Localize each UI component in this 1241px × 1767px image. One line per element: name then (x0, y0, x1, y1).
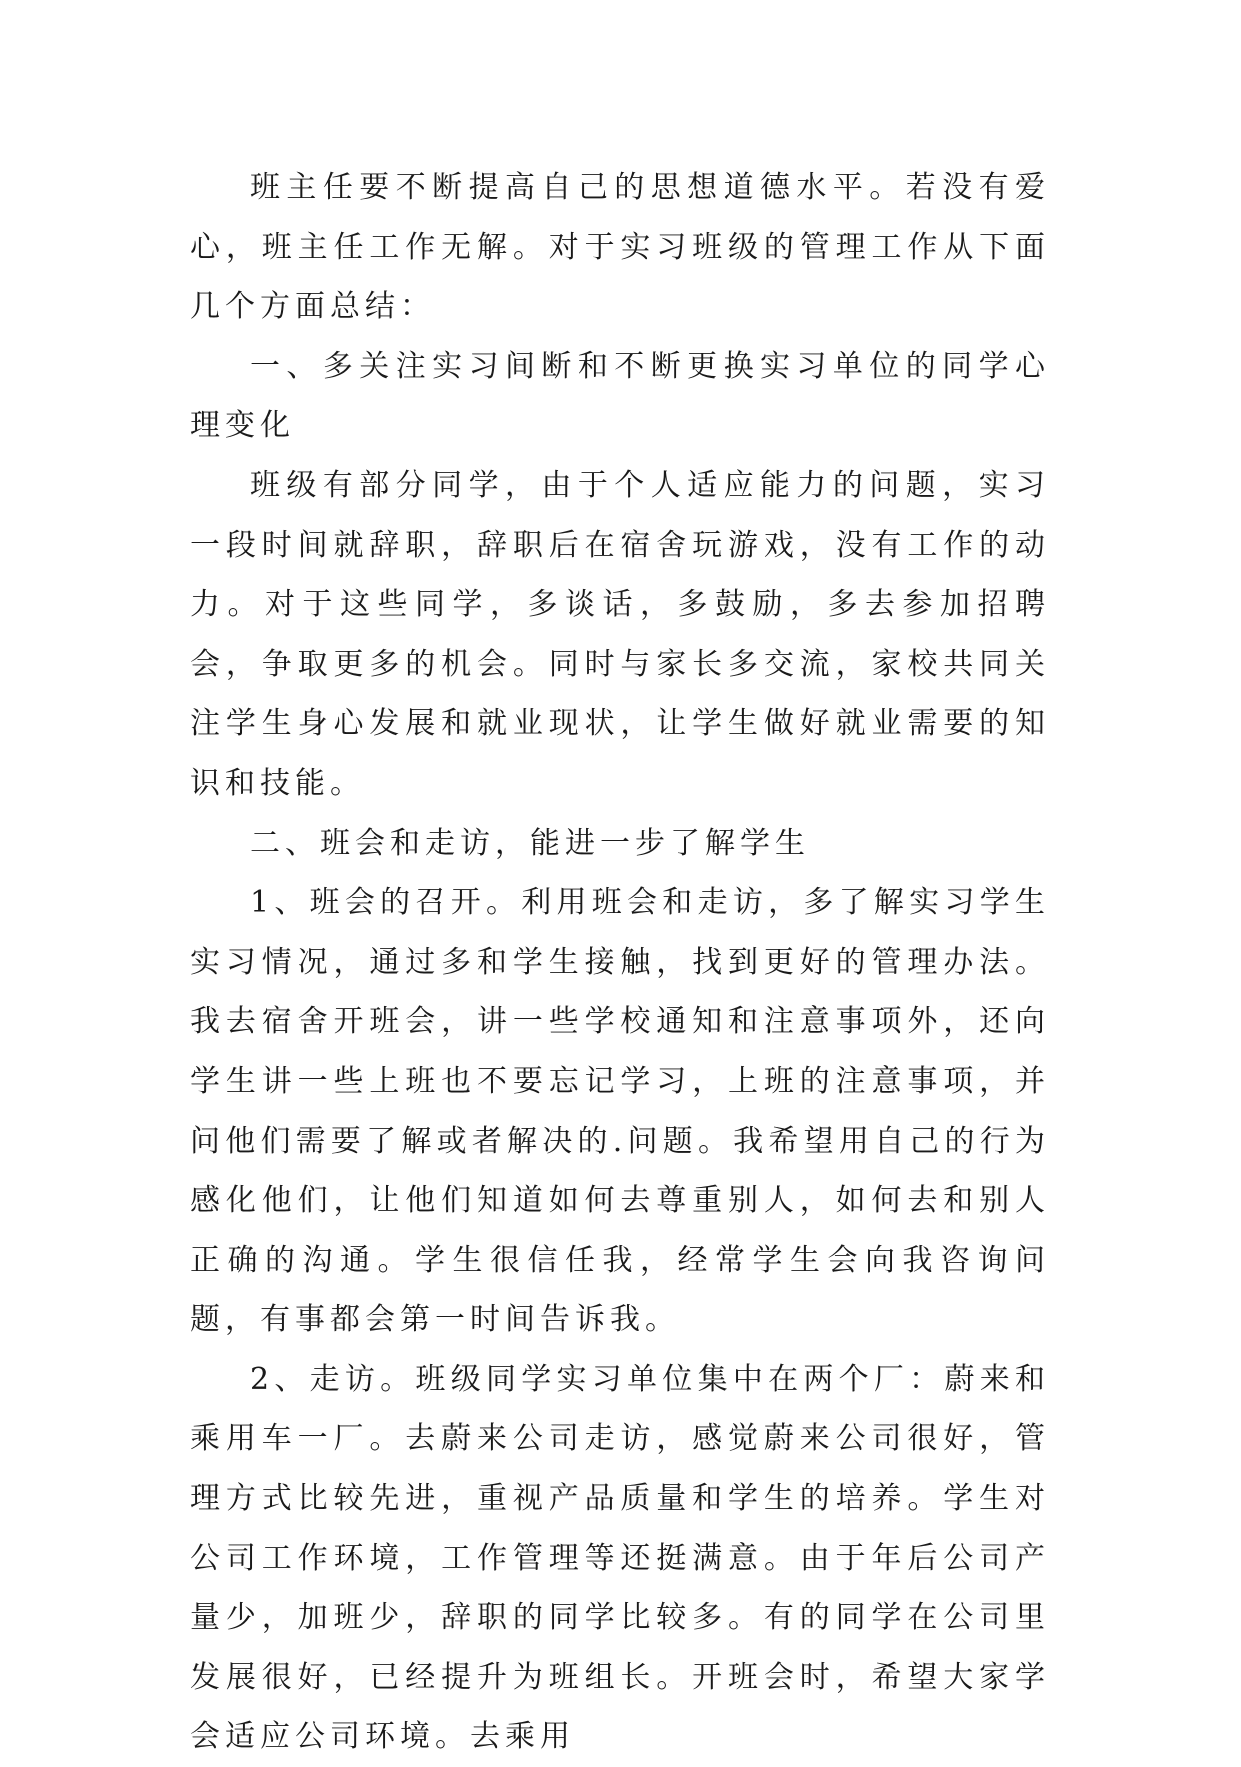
paragraph-class-meeting: 1、班会的召开。利用班会和走访，多了解实习学生实习情况，通过多和学生接触，找到更好的管理办法。我去宿舍开班会，讲一些学校通知和注意事项外，还向学生讲一些上班也不要忘记学习，上班的注意事项，并问他们需要了解或者解决的.问题。我希望用自己的行为感化他们，让他们知道如何去尊重别人，如何去和别人正确的沟通。学生很信任我，经常学生会向我咨询问题，有事都会第一时间告诉我。 (190, 885, 1050, 1338)
paragraph-visits: 2、走访。班级同学实习单位集中在两个厂：蔚来和乘用车一厂。去蔚来公司走访，感觉蔚来公司很好，管理方式比较先进，重视产品质量和学生的培养。学生对公司工作环境，工作管理等还挺满意。由于年后公司产量少，加班少，辞职的同学比较多。有的同学在公司里发展很好，已经提升为班组长。开班会时，希望大家学会适应公司环境。去乘用 (190, 1361, 1050, 1755)
document-body (190, 158, 1050, 1767)
heading-section-two: 二、班会和走访，能进一步了解学生 (250, 825, 810, 861)
paragraph-intro: 班主任要不断提高自己的思想道德水平。若没有爱心，班主任工作无解。对于实习班级的管理工作从下面几个方面总结： (190, 170, 1050, 325)
paragraph-section-one: 班级有部分同学，由于个人适应能力的问题，实习一段时间就辞职，辞职后在宿舍玩游戏，没有工作的动力。对于这些同学，多谈话，多鼓励，多去参加招聘会，争取更多的机会。同时与家长多交流，家校共同关注学生身心发展和就业现状，让学生做好就业需要的知识和技能。 (190, 467, 1050, 801)
heading-section-one: 一、多关注实习间断和不断更换实习单位的同学心理变化 (190, 348, 1050, 444)
